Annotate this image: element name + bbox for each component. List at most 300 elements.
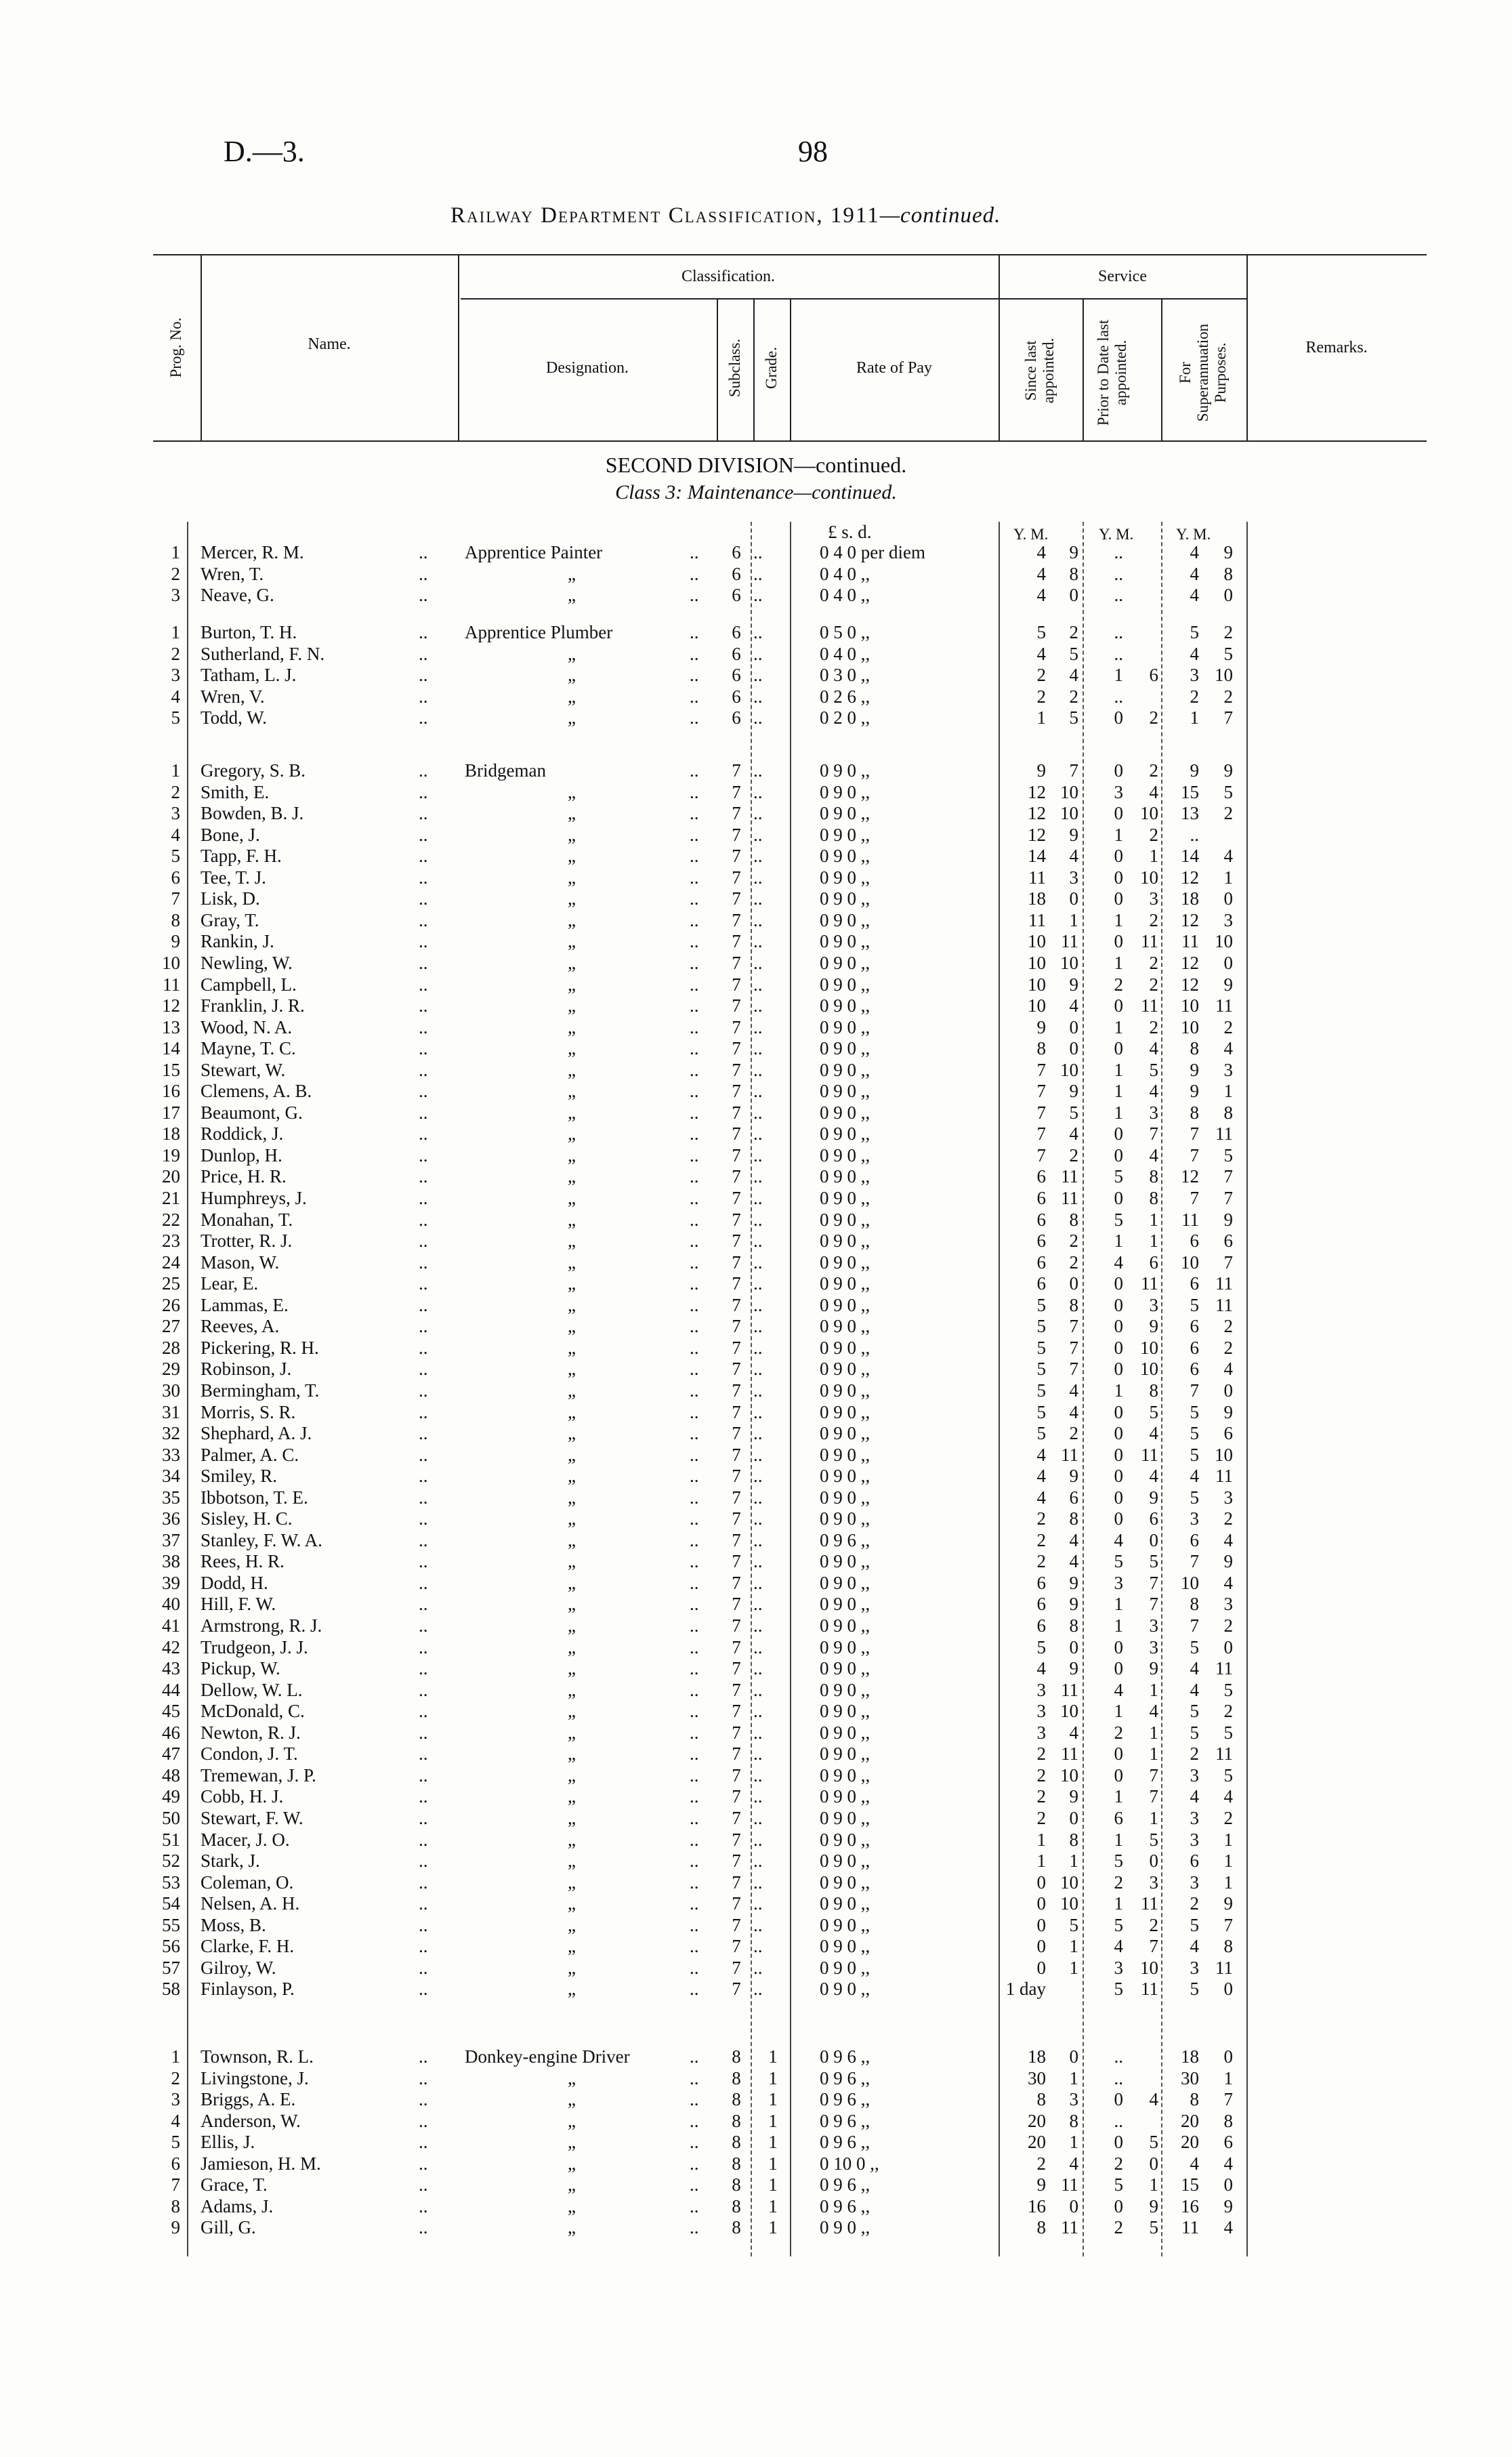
- cell-super-years: ..: [1190, 824, 1199, 845]
- cell-rate-of-pay: 0 10 0 ,,: [820, 2153, 879, 2174]
- cell-subclass: 6: [732, 707, 741, 728]
- cell-subclass: 7: [732, 995, 741, 1016]
- leader-dots: ..: [690, 1016, 699, 1037]
- cell-subclass: 7: [732, 1016, 741, 1037]
- leader-dots: ..: [419, 909, 428, 930]
- cell-super-months: 7: [1223, 707, 1233, 728]
- cell-prog-no: 1: [171, 760, 180, 781]
- leader-dots: ..: [753, 1359, 763, 1380]
- table-row: [0, 1231, 1512, 1252]
- cell-since-months: 8: [1069, 2110, 1078, 2131]
- ditto-mark: „: [568, 1957, 576, 1978]
- leader-dots: ..: [419, 1786, 428, 1807]
- cell-name: Hill, F. W.: [201, 1594, 276, 1615]
- table-row: [0, 910, 1512, 931]
- cell-super-years: 8: [1190, 1594, 1199, 1615]
- leader-dots: ..: [419, 2153, 428, 2174]
- cell-prog-no: 7: [171, 888, 180, 909]
- cell-prior-years: 5: [1114, 1551, 1123, 1572]
- leader-dots: ..: [690, 760, 699, 781]
- cell-name: Mayne, T. C.: [201, 1038, 296, 1059]
- cell-prog-no: 33: [162, 1444, 180, 1465]
- cell-since-years: 3: [1036, 1679, 1046, 1700]
- leader-dots: ..: [753, 1594, 763, 1615]
- table-row: [0, 1530, 1512, 1551]
- cell-subclass: 7: [732, 1914, 741, 1935]
- table-row: [0, 803, 1512, 824]
- cell-since-years: 30: [1028, 2067, 1046, 2088]
- cell-super-years: 3: [1190, 665, 1199, 686]
- leader-dots: ..: [419, 1123, 428, 1144]
- cell-since-years: 3: [1036, 1701, 1046, 1722]
- cell-prior-years: 0: [1114, 1144, 1123, 1165]
- leader-dots: ..: [690, 585, 699, 606]
- cell-name: Adams, J.: [201, 2195, 274, 2216]
- cell-prior-years: 0: [1114, 1123, 1123, 1144]
- cell-since-months: 10: [1060, 952, 1078, 973]
- cell-since-years: 5: [1036, 1316, 1046, 1337]
- table-row: [0, 1701, 1512, 1722]
- cell-prior-months: 4: [1149, 781, 1158, 802]
- leader-dots: ..: [419, 1872, 428, 1893]
- leader-dots: ..: [419, 1144, 428, 1165]
- table-row: [0, 2089, 1512, 2110]
- cell-name: Sutherland, F. N.: [201, 643, 325, 664]
- cell-name: Clarke, F. H.: [201, 1936, 295, 1957]
- cell-super-months: 2: [1223, 1508, 1233, 1529]
- cell-rate-of-pay: 0 9 6 ,,: [820, 2132, 870, 2153]
- cell-prior-years: 5: [1114, 1166, 1123, 1187]
- cell-rate-of-pay: 0 4 0 ,,: [820, 643, 870, 664]
- cell-prog-no: 58: [162, 1979, 180, 2000]
- cell-grade: 1: [768, 2153, 778, 2174]
- table-row: [0, 974, 1512, 995]
- cell-super-months: 2: [1223, 1701, 1233, 1722]
- leader-dots: ..: [690, 1679, 699, 1700]
- ditto-mark: „: [568, 1829, 576, 1850]
- cell-prior-years: ..: [1114, 686, 1123, 707]
- ditto-mark: „: [568, 1038, 576, 1059]
- ditto-mark: „: [568, 1423, 576, 1444]
- cell-subclass: 6: [732, 686, 741, 707]
- cell-super-years: 6: [1190, 1231, 1199, 1252]
- cell-super-months: 8: [1223, 2110, 1233, 2131]
- cell-prog-no: 20: [162, 1166, 180, 1187]
- table-row: [0, 1038, 1512, 1059]
- cell-since-months: 1: [1069, 1936, 1078, 1957]
- cell-prior-months: 10: [1140, 1337, 1158, 1358]
- cell-super-months: 11: [1215, 1743, 1233, 1764]
- cell-since-months: 9: [1069, 1466, 1078, 1487]
- unit-super: Y. M.: [1176, 526, 1211, 543]
- cell-subclass: 7: [732, 952, 741, 973]
- cell-since-months: 1: [1069, 2132, 1078, 2153]
- cell-prior-months: 3: [1149, 888, 1158, 909]
- leader-dots: ..: [753, 1572, 763, 1593]
- leader-dots: ..: [753, 1401, 763, 1422]
- table-row: [0, 1830, 1512, 1851]
- cell-since-months: 7: [1069, 1316, 1078, 1337]
- cell-subclass: 7: [732, 1701, 741, 1722]
- cell-prog-no: 9: [171, 931, 180, 952]
- leader-dots: ..: [419, 1209, 428, 1230]
- ditto-mark: „: [568, 1551, 576, 1572]
- leader-dots: ..: [690, 1551, 699, 1572]
- cell-subclass: 7: [732, 781, 741, 802]
- cell-prior-months: 4: [1149, 2089, 1158, 2110]
- cell-prog-no: 3: [171, 803, 180, 824]
- leader-dots: ..: [753, 1081, 763, 1102]
- cell-name: Monahan, T.: [201, 1209, 293, 1230]
- cell-prior-months: 2: [1149, 952, 1158, 973]
- cell-prog-no: 9: [171, 2217, 180, 2238]
- leader-dots: ..: [690, 995, 699, 1016]
- cell-super-years: 5: [1190, 1294, 1199, 1315]
- leader-dots: ..: [690, 1231, 699, 1252]
- table-row: [0, 1060, 1512, 1081]
- table-row: [0, 931, 1512, 952]
- col-header-remarks: Remarks.: [1305, 339, 1368, 356]
- cell-super-years: 3: [1190, 1508, 1199, 1529]
- cell-name: Rankin, J.: [201, 931, 274, 952]
- ditto-mark: „: [568, 1529, 576, 1550]
- cell-super-years: 15: [1181, 781, 1199, 802]
- cell-prior-months: 11: [1141, 1979, 1158, 2000]
- cell-since-years: 5: [1036, 1337, 1046, 1358]
- table-row: [0, 1445, 1512, 1466]
- cell-since-years: 7: [1036, 1102, 1046, 1123]
- leader-dots: ..: [753, 974, 763, 995]
- cell-subclass: 7: [732, 1764, 741, 1785]
- cell-super-months: 11: [1215, 1273, 1233, 1294]
- table-row: [0, 1722, 1512, 1743]
- table-row: [0, 1936, 1512, 1957]
- cell-rate-of-pay: 0 9 0 ,,: [820, 1914, 870, 1935]
- cell-subclass: 8: [732, 2067, 741, 2088]
- cell-since-months: 0: [1069, 1038, 1078, 1059]
- leader-dots: ..: [753, 1273, 763, 1294]
- cell-super-months: 3: [1223, 909, 1233, 930]
- ditto-mark: „: [568, 1914, 576, 1935]
- cell-since-months: 5: [1069, 707, 1078, 728]
- cell-name: Trudgeon, J. J.: [201, 1636, 308, 1657]
- cell-prior-years: ..: [1114, 2046, 1123, 2067]
- leader-dots: ..: [753, 1829, 763, 1850]
- cell-super-months: 1: [1223, 1851, 1233, 1872]
- cell-since-months: 7: [1069, 1359, 1078, 1380]
- cell-rate-of-pay: 0 9 0 ,,: [820, 1423, 870, 1444]
- cell-subclass: 6: [732, 542, 741, 562]
- cell-since-months: 9: [1069, 1081, 1078, 1102]
- cell-subclass: 7: [732, 1872, 741, 1893]
- table-row: [0, 2111, 1512, 2132]
- cell-prior-months: 4: [1149, 1081, 1158, 1102]
- cell-prior-months: 2: [1149, 1914, 1158, 1935]
- cell-prior-years: 0: [1114, 995, 1123, 1016]
- table-row: [0, 2068, 1512, 2089]
- cell-subclass: 7: [732, 1572, 741, 1593]
- cell-name: Shephard, A. J.: [201, 1423, 312, 1444]
- cell-prior-years: 0: [1114, 1273, 1123, 1294]
- cell-name: Trotter, R. J.: [201, 1231, 293, 1252]
- leader-dots: ..: [419, 1914, 428, 1935]
- ditto-mark: „: [568, 665, 576, 686]
- cell-super-months: 9: [1223, 1401, 1233, 1422]
- cell-super-years: 10: [1181, 1016, 1199, 1037]
- cell-name: Armstrong, R. J.: [201, 1615, 322, 1636]
- ditto-mark: „: [568, 1722, 576, 1743]
- page-title-continued: —continued.: [879, 203, 1001, 228]
- cell-super-years: 5: [1190, 622, 1199, 642]
- cell-super-months: 3: [1223, 1487, 1233, 1508]
- ditto-mark: „: [568, 1337, 576, 1358]
- cell-prior-months: 1: [1149, 1807, 1158, 1828]
- leader-dots: ..: [690, 2195, 699, 2216]
- cell-prior-months: 6: [1149, 665, 1158, 686]
- cell-subclass: 7: [732, 803, 741, 824]
- leader-dots: ..: [690, 1957, 699, 1978]
- cell-rate-of-pay: 0 9 0 ,,: [820, 1636, 870, 1657]
- ditto-mark: „: [568, 1401, 576, 1422]
- leader-dots: ..: [753, 803, 763, 824]
- cell-name: Robinson, J.: [201, 1359, 292, 1380]
- cell-super-years: 7: [1190, 1551, 1199, 1572]
- cell-super-years: 8: [1190, 2089, 1199, 2110]
- cell-since-years: 2: [1036, 1529, 1046, 1550]
- cell-name: Smiley, R.: [201, 1466, 278, 1487]
- leader-dots: ..: [753, 867, 763, 888]
- cell-prog-no: 5: [171, 2132, 180, 2153]
- col-header-prior: Prior to Date last appointed.: [1095, 319, 1129, 426]
- cell-prog-no: 30: [162, 1380, 180, 1401]
- cell-prog-no: 38: [162, 1551, 180, 1572]
- cell-subclass: 7: [732, 1936, 741, 1957]
- cell-since-years: 20: [1028, 2110, 1046, 2131]
- header-divider: [1083, 298, 1084, 440]
- cell-prior-months: 11: [1141, 995, 1158, 1016]
- col-header-designation: Designation.: [546, 359, 629, 377]
- leader-dots: ..: [690, 2110, 699, 2131]
- table-row: [0, 1808, 1512, 1829]
- cell-rate-of-pay: 0 9 0 ,,: [820, 1188, 870, 1208]
- cell-super-months: 2: [1223, 686, 1233, 707]
- cell-super-years: 12: [1181, 867, 1199, 888]
- cell-super-years: 4: [1190, 2153, 1199, 2174]
- cell-since-years: 6: [1036, 1273, 1046, 1294]
- leader-dots: ..: [690, 1209, 699, 1230]
- cell-rate-of-pay: 0 9 0 ,,: [820, 909, 870, 930]
- cell-prog-no: 29: [162, 1359, 180, 1380]
- cell-name: Franklin, J. R.: [201, 995, 305, 1016]
- table-row: [0, 1380, 1512, 1401]
- ditto-mark: „: [568, 2089, 576, 2110]
- cell-prior-months: 1: [1149, 1743, 1158, 1764]
- leader-dots: ..: [690, 1059, 699, 1080]
- cell-super-months: 0: [1223, 1636, 1233, 1657]
- cell-designation: Apprentice Painter: [465, 542, 603, 562]
- cell-prior-years: ..: [1114, 563, 1123, 584]
- cell-name: Stewart, F. W.: [201, 1807, 303, 1828]
- leader-dots: ..: [419, 707, 428, 728]
- leader-dots: ..: [419, 1102, 428, 1123]
- cell-since-years: 8: [1036, 2217, 1046, 2238]
- cell-prior-years: 1: [1114, 1016, 1123, 1037]
- cell-super-years: 12: [1181, 1166, 1199, 1187]
- cell-prior-years: 1: [1114, 909, 1123, 930]
- leader-dots: ..: [419, 1764, 428, 1785]
- leader-dots: ..: [419, 1722, 428, 1743]
- cell-prior-months: 1: [1149, 1209, 1158, 1230]
- ditto-mark: „: [568, 2217, 576, 2238]
- table-row: [0, 2217, 1512, 2238]
- cell-rate-of-pay: 0 9 0 ,,: [820, 1380, 870, 1401]
- leader-dots: ..: [753, 1764, 763, 1785]
- cell-subclass: 7: [732, 1059, 741, 1080]
- cell-name: Newton, R. J.: [201, 1722, 301, 1743]
- cell-since-years: 5: [1036, 1380, 1046, 1401]
- cell-prior-years: 0: [1114, 1337, 1123, 1358]
- cell-prog-no: 19: [162, 1144, 180, 1165]
- cell-super-months: 2: [1223, 803, 1233, 824]
- cell-since-years: 11: [1028, 909, 1046, 930]
- cell-rate-of-pay: 0 4 0 ,,: [820, 585, 870, 606]
- cell-name: Coleman, O.: [201, 1872, 294, 1893]
- cell-since-years: 0: [1036, 1893, 1046, 1914]
- leader-dots: ..: [753, 824, 763, 845]
- cell-prior-months: 6: [1149, 1508, 1158, 1529]
- cell-super-months: 4: [1223, 1572, 1233, 1593]
- cell-since-years: 2: [1036, 665, 1046, 686]
- cell-super-years: 9: [1190, 1081, 1199, 1102]
- cell-prior-months: 4: [1149, 1701, 1158, 1722]
- cell-since-years: 2: [1036, 1807, 1046, 1828]
- cell-prior-months: 3: [1149, 1294, 1158, 1315]
- leader-dots: ..: [690, 1252, 699, 1273]
- cell-prog-no: 46: [162, 1722, 180, 1743]
- cell-since-months: 10: [1060, 1872, 1078, 1893]
- leader-dots: ..: [753, 931, 763, 952]
- leader-dots: ..: [419, 1487, 428, 1508]
- header-divider: [1161, 298, 1162, 440]
- cell-prior-months: 4: [1149, 1466, 1158, 1487]
- cell-super-months: 0: [1223, 2046, 1233, 2067]
- cell-prior-months: 9: [1149, 2195, 1158, 2216]
- leader-dots: ..: [753, 1914, 763, 1935]
- table-row: [0, 825, 1512, 846]
- cell-super-months: 9: [1223, 1551, 1233, 1572]
- cell-since-years: 4: [1036, 563, 1046, 584]
- cell-prior-months: 2: [1149, 707, 1158, 728]
- cell-name: Gregory, S. B.: [201, 760, 306, 781]
- ditto-mark: „: [568, 1273, 576, 1294]
- cell-subclass: 7: [732, 1658, 741, 1679]
- cell-since-years: 6: [1036, 1209, 1046, 1230]
- cell-super-years: 5: [1190, 1444, 1199, 1465]
- cell-prior-years: 1: [1114, 1594, 1123, 1615]
- cell-since-years: 10: [1028, 974, 1046, 995]
- cell-name: Gill, G.: [201, 2217, 256, 2238]
- ditto-mark: „: [568, 1444, 576, 1465]
- cell-name: Jamieson, H. M.: [201, 2153, 321, 2174]
- cell-rate-of-pay: 0 9 0 ,,: [820, 1829, 870, 1850]
- cell-prog-no: 35: [162, 1487, 180, 1508]
- cell-prior-months: 4: [1149, 1038, 1158, 1059]
- cell-prior-years: 1: [1114, 952, 1123, 973]
- cell-super-months: 4: [1223, 1359, 1233, 1380]
- unit-prior: Y. M.: [1099, 526, 1134, 543]
- cell-rate-of-pay: 0 4 0 per diem: [820, 542, 925, 562]
- leader-dots: ..: [419, 563, 428, 584]
- cell-name: Dellow, W. L.: [201, 1679, 303, 1700]
- leader-dots: ..: [419, 665, 428, 686]
- table-row: [0, 1658, 1512, 1679]
- cell-since-months: 4: [1069, 1401, 1078, 1422]
- cell-name: Finlayson, P.: [201, 1979, 295, 2000]
- leader-dots: ..: [419, 2195, 428, 2216]
- ditto-mark: „: [568, 1123, 576, 1144]
- table-row: [0, 1551, 1512, 1572]
- cell-grade: 1: [768, 2195, 778, 2216]
- cell-prior-years: 0: [1114, 846, 1123, 867]
- cell-prior-months: 7: [1149, 1936, 1158, 1957]
- cell-since-years: 1: [1036, 707, 1046, 728]
- leader-dots: ..: [419, 1294, 428, 1315]
- cell-grade: 1: [768, 2132, 778, 2153]
- cell-super-months: 0: [1223, 585, 1233, 606]
- cell-since-months: 11: [1061, 1444, 1078, 1465]
- cell-since-years: 8: [1036, 1038, 1046, 1059]
- leader-dots: ..: [690, 1166, 699, 1187]
- cell-since-months: 2: [1069, 686, 1078, 707]
- cell-prior-months: 2: [1149, 760, 1158, 781]
- cell-since-years: 10: [1028, 995, 1046, 1016]
- cell-since-months: 2: [1069, 1231, 1078, 1252]
- cell-prior-months: 5: [1149, 1059, 1158, 1080]
- cell-prior-months: 0: [1149, 2153, 1158, 2174]
- cell-super-years: 7: [1190, 1615, 1199, 1636]
- cell-super-months: 4: [1223, 1038, 1233, 1059]
- cell-subclass: 7: [732, 1273, 741, 1294]
- cell-name: Wren, T.: [201, 563, 264, 584]
- cell-super-years: 7: [1190, 1144, 1199, 1165]
- leader-dots: ..: [690, 974, 699, 995]
- cell-super-months: 10: [1215, 931, 1233, 952]
- cell-prior-years: 1: [1114, 1081, 1123, 1102]
- leader-dots: ..: [753, 1679, 763, 1700]
- cell-super-years: 9: [1190, 760, 1199, 781]
- cell-subclass: 7: [732, 1102, 741, 1123]
- cell-prog-no: 14: [162, 1038, 180, 1059]
- leader-dots: ..: [753, 1722, 763, 1743]
- cell-subclass: 7: [732, 974, 741, 995]
- cell-super-months: 7: [1223, 1252, 1233, 1273]
- leader-dots: ..: [753, 1102, 763, 1123]
- cell-since-months: 8: [1069, 1209, 1078, 1230]
- cell-prog-no: 55: [162, 1914, 180, 1935]
- leader-dots: ..: [419, 803, 428, 824]
- cell-prior-years: ..: [1114, 585, 1123, 606]
- cell-subclass: 7: [732, 1529, 741, 1550]
- leader-dots: ..: [690, 1188, 699, 1208]
- table-row: [0, 622, 1512, 643]
- cell-since-years: 0: [1036, 1936, 1046, 1957]
- cell-since-months: 4: [1069, 995, 1078, 1016]
- table-row: [0, 1487, 1512, 1508]
- table-row: [0, 1102, 1512, 1123]
- leader-dots: ..: [419, 781, 428, 802]
- cell-prog-no: 56: [162, 1936, 180, 1957]
- cell-prog-no: 12: [162, 995, 180, 1016]
